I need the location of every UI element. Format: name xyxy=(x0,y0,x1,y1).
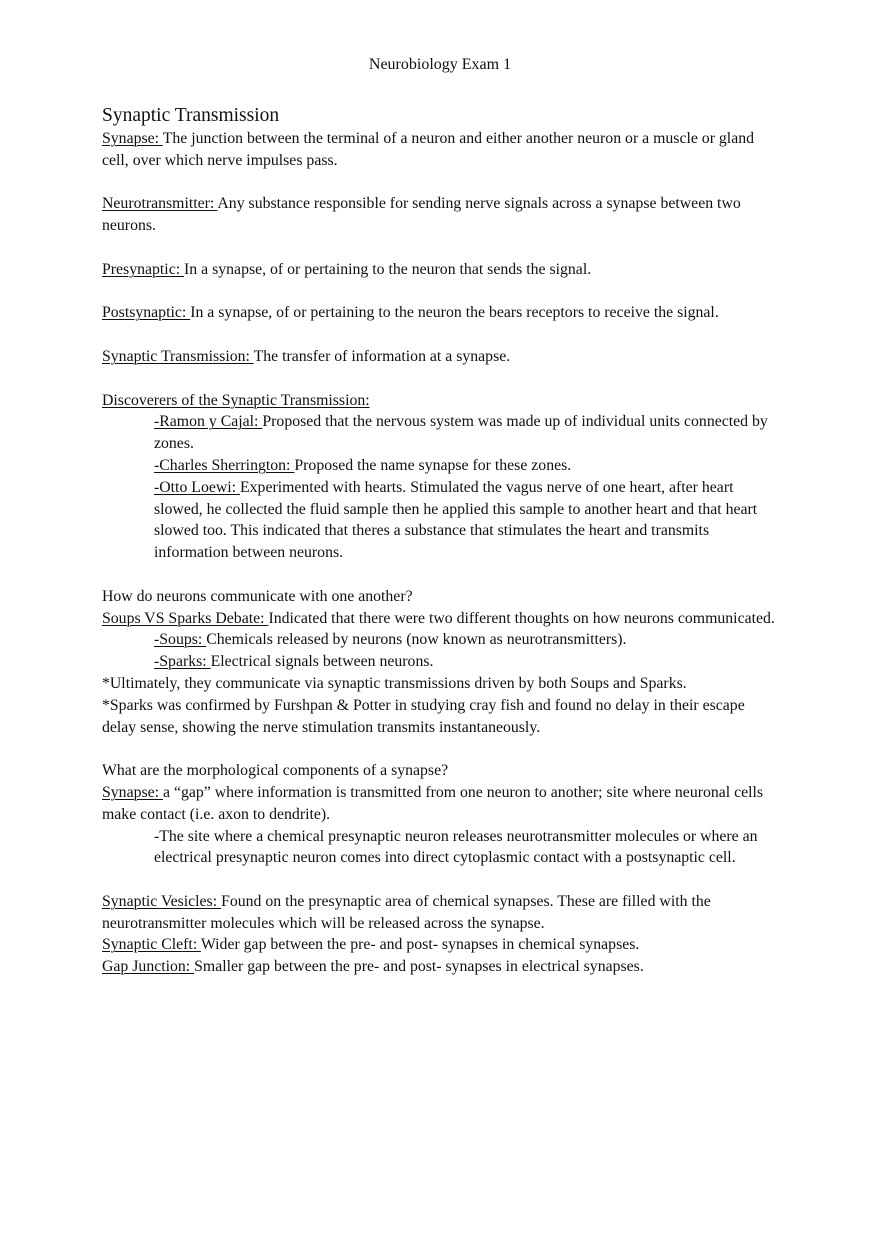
term-label: Postsynaptic: xyxy=(102,304,191,322)
term-definition: The junction between the terminal of a neuron and either another neuron or a muscle or gland cell, over which nerve impulses pass. xyxy=(102,130,755,169)
term-label: Neurotransmitter: xyxy=(102,195,218,213)
term-definition: Wider gap between the pre- and post- synapses in chemical synapses. xyxy=(200,936,640,954)
term-definition: Indicated that there were two different thoughts on how neurons communicated. xyxy=(268,609,775,627)
term-label: -Ramon y Cajal: xyxy=(154,413,263,431)
term-definition: Proposed that the nervous system was made up of individual units connected by zones. xyxy=(154,413,768,453)
def-neurotransmitter xyxy=(102,193,782,237)
component-gap-junction xyxy=(102,956,782,978)
document-body xyxy=(102,104,782,978)
term-label: Synapse: xyxy=(102,783,163,801)
term-label: Synaptic Cleft: xyxy=(102,936,201,954)
discoverers-heading: Discoverers of the Synaptic Transmission: xyxy=(102,391,370,409)
term-label: Gap Junction: xyxy=(102,958,195,976)
component-synaptic-cleft xyxy=(102,934,782,956)
term-label: Soups VS Sparks Debate: xyxy=(102,609,269,627)
soups-item xyxy=(102,629,782,651)
discoverer-loewi xyxy=(102,477,782,564)
term-label: -Charles Sherrington: xyxy=(154,456,295,474)
term-definition: Smaller gap between the pre- and post- synapses in electrical synapses. xyxy=(194,958,644,976)
morphology-synapse xyxy=(102,782,782,826)
term-definition: Found on the presynaptic area of chemical synapses. These are filled with the neurotransmitter molecules which will be released across the synapse. xyxy=(102,892,711,932)
term-definition: In a synapse, of or pertaining to the neuron that sends the signal. xyxy=(184,260,592,278)
term-definition: Proposed the name synapse for these zones. xyxy=(294,456,572,474)
term-label: -Soups: xyxy=(154,631,207,649)
component-synaptic-vesicles xyxy=(102,891,782,935)
discoverer-sherrington xyxy=(102,455,782,477)
term-definition: Chemicals released by neurons (now known as neurotransmitters). xyxy=(206,631,627,649)
term-label: -Otto Loewi: xyxy=(154,478,240,496)
term-label: Synaptic Transmission: xyxy=(102,347,254,365)
term-definition: In a synapse, of or pertaining to the neuron the bears receptors to receive the signal. xyxy=(190,304,719,322)
term-label: Synapse: xyxy=(102,130,163,147)
note-furshpan-potter: *Sparks was confirmed by Furshpan & Potter in studying cray fish and found no delay in their escape delay sense, showing the nerve stimulation transmits instantaneously. xyxy=(102,696,745,736)
term-label: Synaptic Vesicles: xyxy=(102,892,222,910)
term-label: -Sparks: xyxy=(154,653,211,671)
discoverer-cajal xyxy=(102,411,782,455)
term-definition: a “gap” where information is transmitted from one neuron to another; site where neuronal cells make contact (i.e. axon to dendrite). xyxy=(102,783,764,823)
term-label: Presynaptic: xyxy=(102,260,185,278)
term-definition: Electrical signals between neurons. xyxy=(210,653,434,671)
term-definition: The transfer of information at a synapse. xyxy=(253,347,511,365)
def-synapse xyxy=(102,128,782,172)
soups-sparks-debate xyxy=(102,608,782,630)
morphology-question: What are the morphological components of a synapse? xyxy=(102,762,449,780)
section-title: Synaptic Transmission xyxy=(102,105,280,126)
communicate-question: How do neurons communicate with one another? xyxy=(102,587,413,605)
term-definition: Experimented with hearts. Stimulated the vagus nerve of one heart, after heart slowed, he collected the fluid sample then he applied this sample to another heart and that heart slowed too. This indicated that theres a substance that stimulates the heart and transmits information between neurons. xyxy=(154,478,758,562)
term-definition: Any substance responsible for sending nerve signals across a synapse between two neurons. xyxy=(102,195,741,235)
note-ultimately: *Ultimately, they communicate via synaptic transmissions driven by both Soups and Sparks. xyxy=(102,674,687,692)
def-synaptic-transmission xyxy=(102,346,782,368)
def-presynaptic xyxy=(102,259,782,281)
document-title: Neurobiology Exam 1 xyxy=(368,56,512,73)
def-postsynaptic xyxy=(102,302,782,324)
morphology-site: -The site where a chemical presynaptic neuron releases neurotransmitter molecules or where an electrical presynaptic neuron comes into direct cytoplasmic contact with a postsynaptic cell. xyxy=(154,827,758,867)
sparks-item xyxy=(102,651,782,673)
